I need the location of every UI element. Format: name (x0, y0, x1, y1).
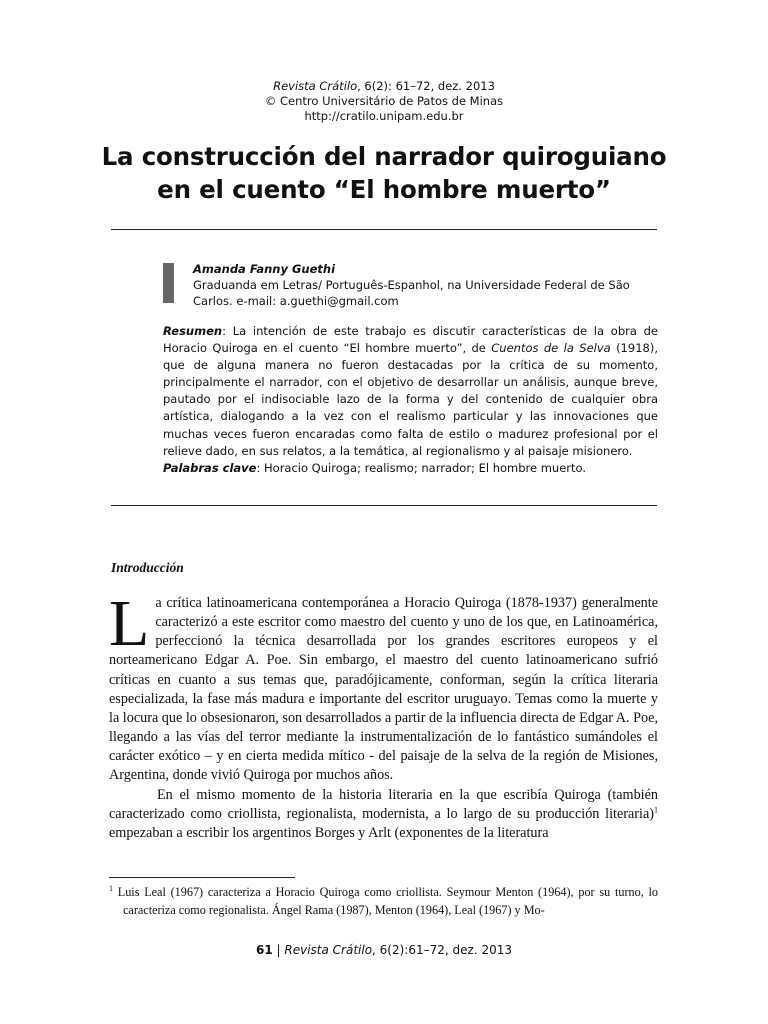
journal-url[interactable]: http://cratilo.unipam.edu.br (304, 109, 464, 123)
title-divider (111, 229, 657, 230)
journal-name: Revista Crátilo (273, 79, 358, 93)
abstract-text-1: : La intención de este trabajo es discutir características de la obra de Horacio Quiroga en el cuento “El hombre muerto”, de (163, 324, 658, 356)
journal-copyright: © Centro Universitário de Patos de Minas (264, 94, 504, 108)
footnote-divider (109, 877, 295, 878)
footnote-marker: 1 (109, 883, 113, 893)
journal-header (0, 79, 768, 124)
author-affiliation: Graduanda em Letras/ Português-Espanhol, na Universidade Federal de São Carlos. e-mail: a.guethi@gmail.com (193, 278, 630, 309)
footer-citation: , 6(2):61–72, dez. 2013 (372, 943, 512, 957)
paragraph-1-text: a crítica latinoamericana contemporánea a Horacio Quiroga (1878-1937) generalmente caracterizó a este escritor como maestro del cuento y uno de los que, en Latinoamérica, perfeccionó la técnica desarrollada por los grandes escritores europeos y el norteamericano Edgar A. Poe. Sin embargo, el maestro del cuento latinoamericano sufrió críticas en cuanto a sus temas que, paradójicamente, conforman, según la crítica literaria especializada, la fase más madura e importante del escritor uruguayo. Temas como la muerte y la locura que lo obsesionaron, son desarrollados a partir de la influencia directa de Edgar A. Poe, llegando a las vías del terror mediante la instrumentalización de lo fantástico sumándoles el carácter exótico – y en cierta medida mítico - del paisaje de la selva de la región de Misiones, Argentina, donde vivió Quiroga por muchos años. (109, 595, 658, 784)
title-line-2: en el cuento “El hombre muerto” (157, 175, 611, 204)
footer-journal: Revista Crátilo (284, 943, 373, 957)
author-name: Amanda Fanny Guethi (193, 262, 336, 276)
footnote-text: Luis Leal (1967) caracteriza a Horacio Quiroga como criollista. Seymour Menton (1964), por su turno, lo caracteriza como regionalista. Ángel Rama (1987), Menton (1964), Leal (1967) y Mo- (113, 885, 658, 917)
keywords-paragraph (163, 460, 658, 477)
body-text (109, 587, 658, 843)
paragraph-2-text-a: En el mismo momento de la historia literaria en la que escribía Quiroga (también caracterizado como criollista, regionalista, modernista, a lo largo de su producción literaria) (109, 786, 658, 822)
paragraph-2-text-b: empezaban a escribir los argentinos Borges y Arlt (exponentes de la literatura (109, 824, 549, 841)
author-accent-bar (163, 263, 174, 303)
page-footer (0, 943, 768, 957)
journal-citation: , 6(2): 61–72, dez. 2013 (357, 79, 495, 93)
author-block (193, 261, 658, 310)
keywords-text: : Horacio Quiroga; realismo; narrador; El hombre muerto. (256, 460, 587, 475)
abstract-text-2: (1918), que de alguna manera no fueron destacadas por la crítica de su momento, principalmente el narrador, con el objetivo de desarrollar un análisis, aunque breve, pautado por el indisociable lazo de la forma y del contenido de cualquier obra artística, dialogando a la vez con el realismo particular y las innovaciones que muchas veces fueron encaradas como falta de estilo o madurez profesional por el relieve dado, en sus relatos, a la temática, al regionalismo y al paisaje misionero. (163, 341, 658, 458)
abstract-divider (111, 505, 657, 506)
abstract (163, 323, 658, 477)
page-number: 61 (256, 943, 273, 957)
paragraph-2 (109, 786, 658, 843)
abstract-book-title: Cuentos de la Selva (491, 341, 611, 356)
abstract-label: Resumen (163, 324, 223, 338)
section-heading: Introducción (111, 560, 184, 575)
journal-citation-line (0, 79, 768, 94)
paragraph-1 (109, 587, 658, 786)
drop-cap: L (109, 587, 150, 660)
footer-separator: | (272, 943, 285, 957)
article-title (80, 140, 688, 206)
footnote-ref[interactable]: 1 (654, 804, 658, 814)
footnote (109, 884, 658, 919)
abstract-paragraph (163, 323, 658, 460)
keywords-label: Palabras clave (163, 460, 257, 475)
title-line-1: La construcción del narrador quiroguiano (101, 142, 667, 171)
